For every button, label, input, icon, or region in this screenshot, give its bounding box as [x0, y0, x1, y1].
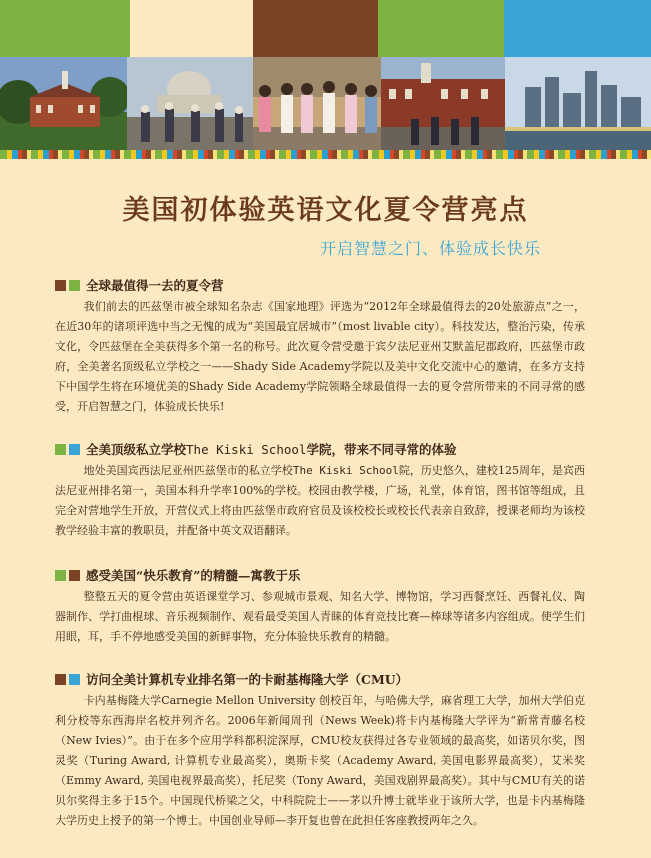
- brown-square-icon: [69, 570, 80, 581]
- section-best-camp: [55, 276, 585, 417]
- brown-square-icon: [55, 674, 66, 685]
- color-block-blue: [504, 0, 651, 57]
- section-body: [55, 297, 585, 417]
- body-school-name: The Kiski School: [292, 464, 399, 477]
- body-part: 院，历史悠久，建校125周年，是宾西法尼亚州排名第一，美国本科升学率100%的学校。校园由教学楼，广场，礼堂，体育馆，图书馆等组成，且完全对营地学生开放，开营仪式上将由匹兹堡市政府官员及该校校长或校长代表亲自致辞，授课老师均为该校教学经验丰富的教职员，并配备中英文双语翻译。: [55, 464, 586, 537]
- section-body: [55, 461, 585, 541]
- section-paragraph: 卡内基梅隆大学Carnegie Mellon University 创校百年，与哈佛大学，麻省理工大学，加州大学伯克利分校等东西海岸名校并列齐名。2006年新闻周刊（News Week)将卡内基梅隆大学评为“新常青藤名校（New Ivies）”。由于在多个应用学科都积淀深厚，CMU校友获得过各专业领域的最高奖，如诺贝尔奖，图灵奖（Turing Award, 计算机专业最高奖），奥斯卡奖（Academy Award, 美国电影界最高奖），艾米奖（Emmy Award, 美国电视界最高奖），托尼奖（Tony Award，美国戏剧界最高奖）。其中与CMU有关的诺贝尔奖得主多于15个。中国现代桥梁之父，中科院院士——茅以升博士就毕业于该所大学，也是卡内基梅隆大学历史上授予的第一个博士。中国创业导师—李开复也曾在此担任客座教授两年之久。: [55, 694, 585, 827]
- brown-square-icon: [55, 280, 66, 291]
- page-title: 美国初体验英语文化夏令营亮点: [122, 195, 529, 226]
- photo-strip: [0, 57, 651, 150]
- section-heading-text: 感受美国“快乐教育”的精髓—寓教于乐: [86, 568, 301, 583]
- heading-part: 学院，带来不同寻常的体验: [306, 442, 457, 457]
- section-body: [55, 691, 585, 831]
- section-heading-text: 访问全美计算机专业排名第一的卡耐基梅隆大学（CMU）: [86, 672, 409, 687]
- green-square-icon: [55, 444, 66, 455]
- section-paragraph: 我们前去的匹兹堡市被全球知名杂志《国家地理》评选为“2012年全球最值得去的20处旅游点”之一，在近30年的诸项评选中当之无愧的成为“美国最宜居城市”（most livable city）。科技发达，整治污染，传承文化，令匹兹堡在全美获得多个第一名的称号。此次夏令营受邀于宾夕法尼亚州艾默盖尼郡政府，匹兹堡市政府，全美著名顶级私立学校之一——Shady Side Academy学院以及美中文化交流中心的邀请，在多方支持下中国学生将在环境优美的Shady Side Academy学院领略全球最值得一去的夏令营所带来的不同寻常的感受，开启智慧之门，体验成长快乐!: [55, 300, 585, 413]
- section-heading: [55, 566, 585, 584]
- photo-campus-building: [0, 57, 127, 150]
- header-color-bar: [0, 0, 651, 57]
- section-heading: [55, 440, 585, 458]
- color-block-brown: [253, 0, 378, 57]
- section-happy-education: [55, 566, 585, 647]
- section-private-school: [55, 440, 585, 541]
- color-block-green-2: [378, 0, 504, 57]
- heading-part: 全美顶级私立学校: [86, 442, 187, 457]
- heading-school-name: The Kiski School: [186, 442, 307, 457]
- blue-square-icon: [69, 444, 80, 455]
- page-subtitle: 开启智慧之门、体验成长快乐: [319, 239, 541, 258]
- decorative-stripe-border: [0, 150, 651, 159]
- photo-historic-street: [381, 57, 505, 150]
- section-cmu-visit: [55, 670, 585, 831]
- section-heading-text: [86, 440, 456, 458]
- section-paragraph: [55, 461, 585, 541]
- section-heading: [55, 670, 585, 688]
- green-square-icon: [55, 570, 66, 581]
- body-part: 地处美国宾西法尼亚州匹兹堡市的私立学校: [83, 464, 293, 477]
- section-heading-text: 全球最值得一去的夏令营: [86, 278, 224, 293]
- photo-capitol-visit: [127, 57, 253, 150]
- green-square-icon: [69, 280, 80, 291]
- section-paragraph: 整整五天的夏令营由英语课堂学习、参观城市景观、知名大学、博物馆，学习西餐烹饪、西餐礼仪、陶器制作、学打曲棍球、音乐视频制作、观看最受美国人青睐的体育竞技比赛—棒球等诸多内容组成。使学生们用眼，耳，手不停地感受美国的新鲜事物，充分体验快乐教育的精髓。: [55, 590, 585, 643]
- photo-students-group: [253, 57, 381, 150]
- section-body: [55, 587, 585, 647]
- color-block-cream: [130, 0, 253, 57]
- section-heading: [55, 276, 585, 294]
- blue-square-icon: [69, 674, 80, 685]
- photo-city-skyline: [505, 57, 651, 150]
- color-block-green: [0, 0, 130, 57]
